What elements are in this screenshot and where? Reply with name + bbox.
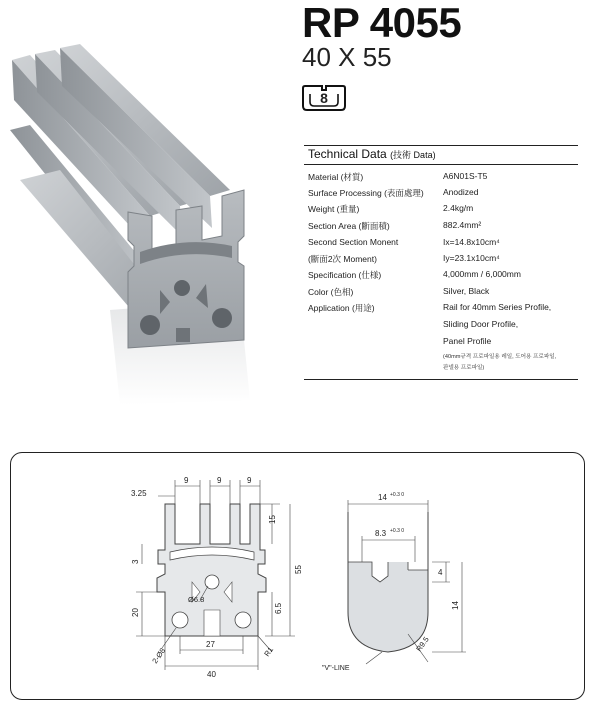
- row-label-weight: Weight (重量): [308, 204, 360, 214]
- dim-4: 4: [438, 568, 443, 577]
- row-label-section-area: Section Area (斷面積): [308, 221, 390, 231]
- row-value-specification: 4,000mm / 6,000mm: [443, 269, 521, 279]
- row-label-surface: Surface Processing (表面處理): [308, 188, 424, 198]
- dim-40: 40: [207, 670, 216, 679]
- dim-2-holes: 2-Ø8: [150, 646, 168, 666]
- row-value-application-1: Rail for 40mm Series Profile,: [443, 302, 552, 312]
- v-line-label: "V"-LINE: [322, 665, 350, 672]
- dim-14-width: 14: [378, 493, 387, 502]
- heading-subtext: (技術 Data): [390, 150, 436, 160]
- dim-3-25: 3.25: [131, 489, 147, 498]
- heading-text: Technical Data: [308, 147, 387, 161]
- top-rule: [304, 145, 578, 146]
- heading-rule: [304, 164, 578, 165]
- technical-drawing: [10, 452, 585, 700]
- row-label-moment-sub: (斷面2次 Moment): [308, 254, 377, 264]
- dim-9-left: 9: [184, 476, 189, 485]
- dim-8-3: 8.3: [375, 529, 387, 538]
- dim-14-height: 14: [451, 601, 460, 610]
- badge-number: 8: [320, 90, 328, 106]
- row-label-color: Color (色相): [308, 287, 354, 297]
- profile-3d-render: [0, 40, 300, 410]
- dim-6-5: 6.5: [274, 602, 283, 614]
- dim-r9-5: R9.5: [414, 635, 431, 654]
- dim-55: 55: [294, 565, 303, 574]
- row-value-application-2: Sliding Door Profile,: [443, 319, 519, 329]
- row-value-application-3: Panel Profile: [443, 336, 492, 346]
- row-value-moment-y: Iy=23.1x10cm⁴: [443, 253, 500, 263]
- application-note-1: (40mm규격 프로파일용 레일, 도어용 프로파일,: [443, 354, 557, 360]
- bottom-rule: [304, 379, 578, 380]
- dim-r1: R1: [262, 645, 276, 659]
- dim-27: 27: [206, 640, 215, 649]
- dim-20: 20: [131, 608, 140, 617]
- row-label-material: Material (材質): [308, 172, 364, 182]
- dim-9-right: 9: [247, 476, 252, 485]
- product-title: RP 4055: [302, 0, 462, 46]
- row-value-color: Silver, Black: [443, 286, 490, 296]
- dim-14-tolerance: +0.3 0: [390, 492, 405, 498]
- dim-9-mid: 9: [217, 476, 222, 485]
- row-value-section-area: 882.4mm²: [443, 220, 482, 230]
- profile-cross-section: [157, 504, 266, 636]
- technical-data-table: [304, 143, 578, 383]
- technical-data-heading: [308, 147, 436, 161]
- dim-8-3-tolerance: +0.3 0: [390, 528, 405, 534]
- product-dimensions: 40 X 55: [302, 42, 392, 72]
- v-groove-section: [348, 512, 431, 654]
- dim-3: 3: [131, 559, 140, 564]
- row-value-surface: Anodized: [443, 187, 479, 197]
- row-value-weight: 2.4kg/m: [443, 203, 474, 213]
- row-label-specification: Specification (仕様): [308, 270, 382, 280]
- application-note-2: 판넬용 프로파일): [443, 365, 485, 371]
- dim-15: 15: [268, 515, 277, 524]
- row-label-moment: Second Section Monent: [308, 237, 399, 247]
- row-label-application: Application (用途): [308, 303, 375, 313]
- row-value-moment-x: Ix=14.8x10cm⁴: [443, 237, 500, 247]
- series-badge-icon: [302, 82, 346, 112]
- row-value-material: A6N01S-T5: [443, 171, 488, 181]
- dim-hole: Ø6.8: [188, 595, 205, 604]
